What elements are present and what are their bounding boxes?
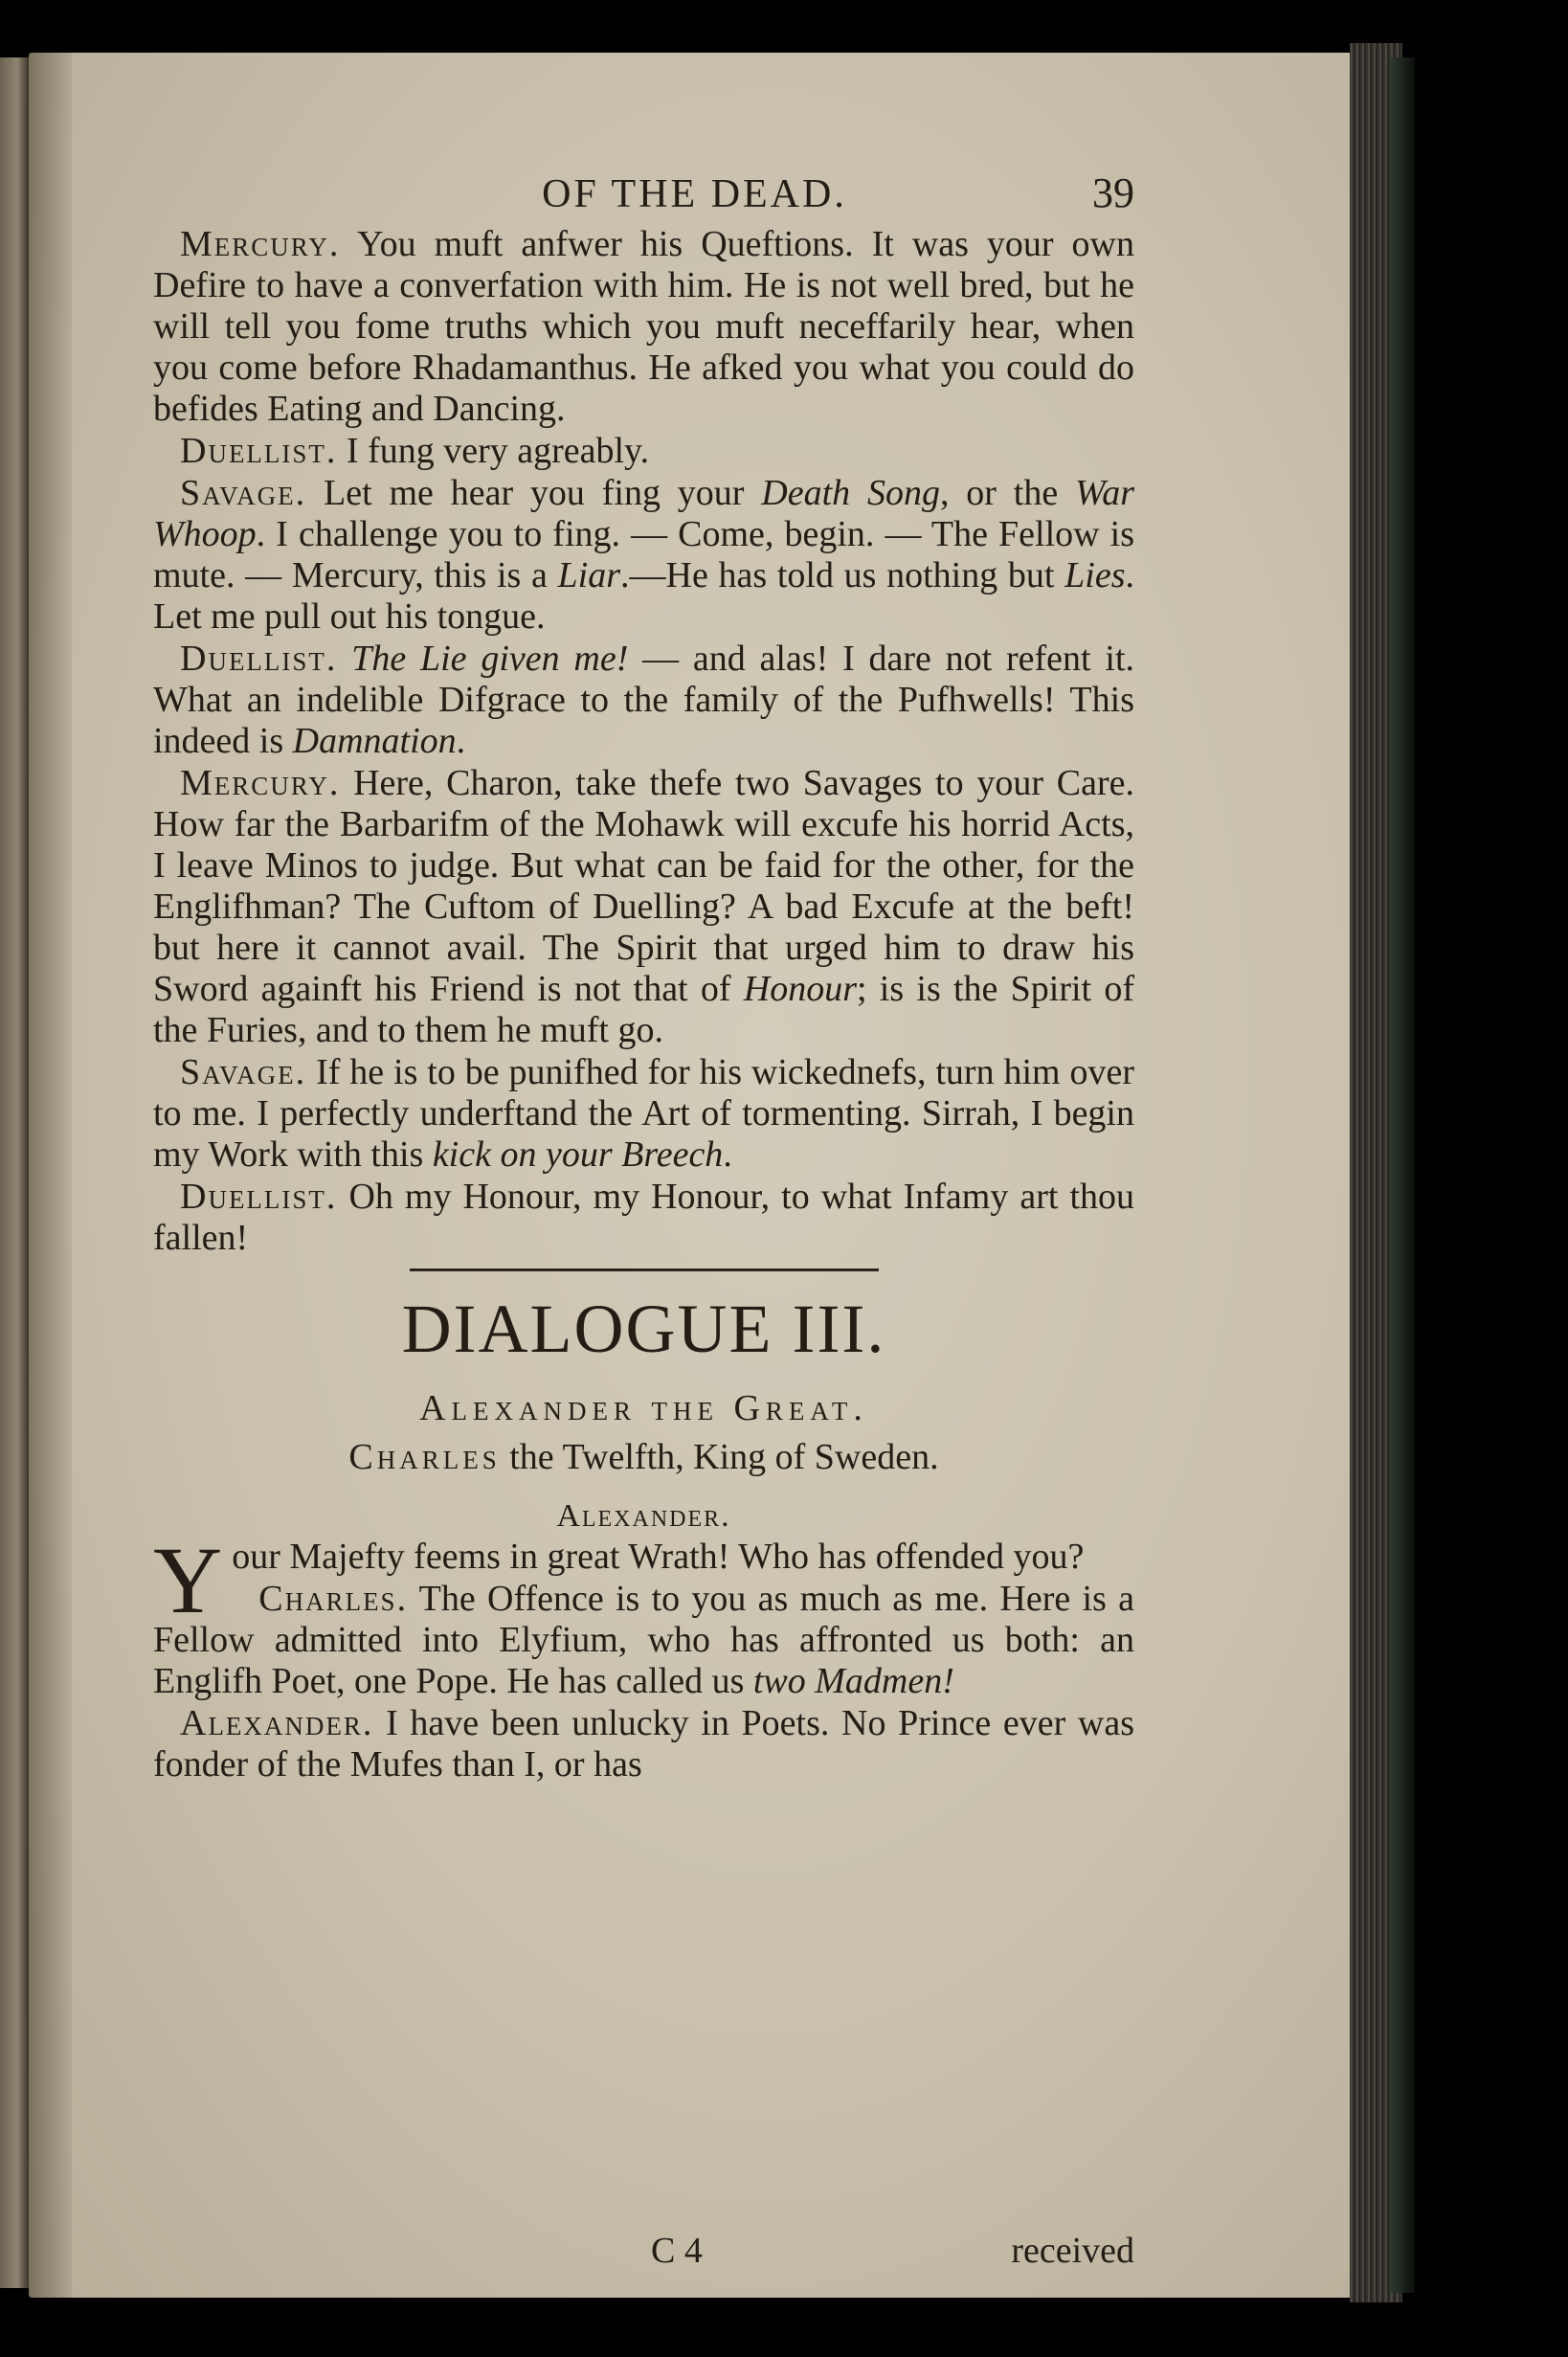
page-number: 39 <box>1092 169 1134 216</box>
speech-savage-1 <box>153 473 1134 638</box>
speech-text: . I challenge you to fing. — Come, begin. — The Fellow is mute. — Mercury, this is a <box>153 514 1134 595</box>
italic-phrase: kick on your Breech <box>432 1134 724 1175</box>
page-header <box>153 169 1134 220</box>
italic-phrase: Damnation <box>292 721 457 761</box>
italic-phrase: The Lie given me! <box>351 639 629 679</box>
gutter-shadow <box>29 53 72 2298</box>
speech-text: I fung very agreably. <box>346 431 650 471</box>
speech-charles-1 <box>153 1579 1134 1702</box>
speech-text: .—He has told us nothing but <box>620 555 1065 595</box>
speech-text: Here, Charon, take thefe two Savages to your Care. How far the Barbarifm of the Mohawk will excufe his horrid Acts, I leave Minos to judge. But what can be faid for the other, for the Englifhman? The Cuftom of Duelling? A bad Excufe at the beft! but here it cannot avail. The Spirit that urged him to draw his Sword againft his Friend is not that of <box>153 763 1135 1009</box>
page-footer <box>153 2231 1134 2273</box>
speaker-name: Charles. <box>258 1579 409 1619</box>
speaker-name: Savage. <box>180 473 307 513</box>
speaker-name: Mercury. <box>180 224 341 264</box>
book-cover-edge <box>1390 57 1415 2293</box>
speech-duellist-3 <box>153 1177 1134 1259</box>
italic-phrase: Liar <box>557 555 621 595</box>
speech-text: Oh my Honour, my Honour, to what Infamy art thou fallen! <box>153 1177 1135 1258</box>
drop-cap: Y <box>153 1527 223 1633</box>
persona-alexander: Alexander the Great. <box>419 1388 868 1428</box>
speaker-heading: Alexander. <box>556 1498 731 1534</box>
italic-phrase: Honour <box>743 969 857 1009</box>
dialogue-title: DIALOGUE III. <box>401 1291 886 1367</box>
speaker-name: Alexander. <box>180 1703 374 1743</box>
speech-text: our Majefty feems in great Wrath! Who has offended you? <box>232 1537 1085 1577</box>
speech-text: The Offence is to you as much as me. Here is a Fellow admitted into Elyfium, who has affronted us both: an Englifh Poet, one Pope. He has called us <box>153 1579 1134 1701</box>
speaker-name: Mercury. <box>180 763 341 803</box>
speech-text: . <box>456 721 466 761</box>
section-rule <box>410 1268 879 1271</box>
speech-savage-2 <box>153 1052 1134 1176</box>
italic-phrase: War Whoop <box>153 473 1135 554</box>
text-block <box>153 169 1135 2271</box>
speech-text: ; is is the Spirit of the Furies, and to them he muft go. <box>153 969 1134 1050</box>
facing-page-edge <box>0 57 29 2288</box>
speaker-name: Duellist. <box>180 1177 338 1217</box>
persona-title: the Twelfth, King of Sweden. <box>500 1437 939 1477</box>
speech-text: . Let me pull out his tongue. <box>153 555 1134 637</box>
italic-phrase: Death Song <box>761 473 940 513</box>
persona-charles <box>153 1437 1134 1478</box>
speech-duellist-1 <box>153 431 1134 472</box>
catchword: received <box>1011 2231 1134 2271</box>
speech-text: Let me hear you fing your <box>324 473 762 513</box>
speech-alexander-2 <box>153 1703 1134 1785</box>
speaker-name: Duellist. <box>180 639 338 679</box>
speech-duellist-2 <box>153 639 1134 762</box>
speech-text: You muft anfwer his Queftions. It was your own Defire to have a converfation with him. He is not well bred, but he will tell you fome truths which you muft neceffarily hear, when you come before Rhadamanthus. He afked you what you could do befides Eating and Dancing. <box>153 224 1135 429</box>
italic-phrase: two Madmen! <box>752 1661 954 1701</box>
persona-name: Charles <box>348 1437 501 1477</box>
speech-text: If he is to be punifhed for his wickednefs, turn him over to me. I perfectly underftand the Art of tormenting. Sirrah, I begin my Work with this <box>153 1052 1134 1175</box>
signature-mark: C 4 <box>651 2231 703 2271</box>
speech-mercury-1 <box>153 224 1134 430</box>
italic-phrase: Lies <box>1064 555 1126 595</box>
speech-mercury-2 <box>153 763 1134 1051</box>
speech-text: I have been unlucky in Poets. No Prince ever was fonder of the Mufes than I, or has <box>153 1703 1135 1785</box>
speech-text: . <box>723 1134 732 1175</box>
speech-text: , or the <box>939 473 1076 513</box>
speaker-name: Savage. <box>180 1052 307 1092</box>
speaker-name: Duellist. <box>180 431 338 471</box>
speech-text: — and alas! I dare not refent it. What an indelible Difgrace to the family of the Pufhwells! This indeed is <box>153 639 1134 761</box>
running-title: OF THE DEAD. <box>542 172 847 216</box>
